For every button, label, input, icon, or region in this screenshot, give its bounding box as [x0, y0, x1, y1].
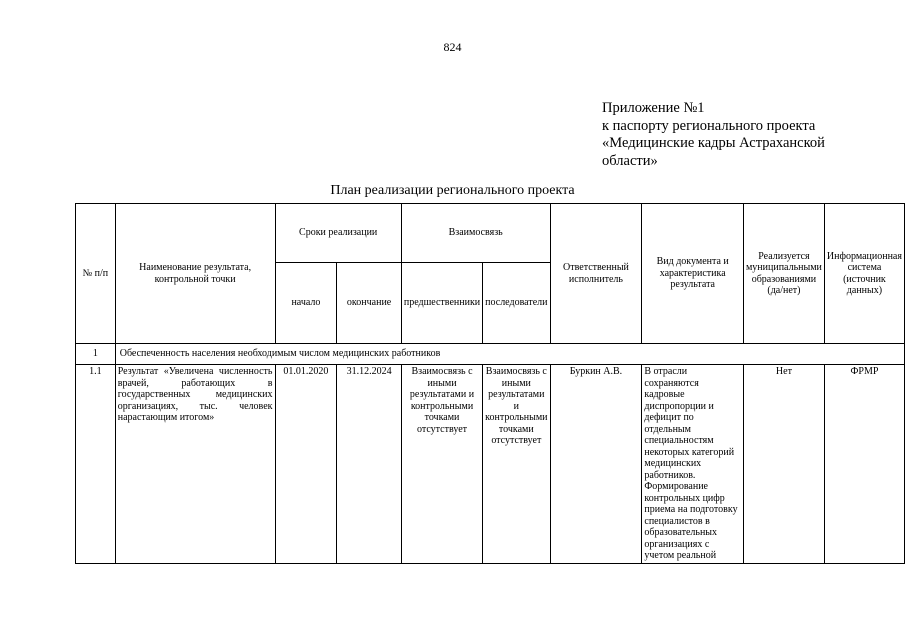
section-text: Обеспеченность населения необходимым числом медицинских работников — [115, 344, 904, 365]
header-successors: последователи — [483, 263, 550, 344]
table-row — [76, 365, 905, 564]
header-info-system: Информационная система (источник данных) — [824, 204, 904, 344]
header-terms: Сроки реализации — [275, 204, 401, 263]
section-num: 1 — [76, 344, 116, 365]
header-relation: Взаимосвязь — [401, 204, 550, 263]
row-successors: Взаимосвязь с иными результатами и контрольными точками отсутствует — [483, 365, 550, 564]
appendix-line: к паспорту регионального проекта — [602, 117, 816, 134]
row-end: 31.12.2024 — [337, 365, 402, 564]
header-predecessors: предшественники — [401, 263, 482, 344]
appendix-line: «Медицинские кадры Астраханской — [602, 135, 825, 151]
appendix-line: Приложение №1 — [602, 100, 705, 116]
row-info-system: ФРМР — [824, 365, 904, 564]
header-start: начало — [275, 263, 337, 344]
plan-title: План реализации регионального проекта — [330, 183, 575, 198]
plan-table — [75, 203, 905, 564]
page-number: 824 — [443, 40, 462, 54]
row-municipal: Нет — [743, 365, 824, 564]
header-name: Наименование результата, контрольной точки — [115, 204, 275, 344]
header-responsible: Ответственный исполнитель — [550, 204, 642, 344]
appendix-line: области» — [602, 152, 658, 169]
row-num: 1.1 — [76, 365, 116, 564]
section-row — [76, 344, 905, 365]
row-name: Результат «Увеличена численность врачей, работающих в государственных медицинских организациях, тыс. человек нарастающим итогом» — [115, 365, 275, 564]
row-doc-type: В отрасли сохраняются кадровые диспропорции и дефицит по отдельным специальностям некоторых категорий медицинских работников. Формирование контрольных цифр приема на подготовку специалистов в образовательных организациях с учетом реальной — [642, 365, 744, 564]
row-predecessors: Взаимосвязь с иными результатами и контрольными точками отсутствует — [401, 365, 482, 564]
header-num: № п/п — [76, 204, 116, 344]
appendix-caption — [602, 100, 892, 170]
row-start: 01.01.2020 — [275, 365, 337, 564]
header-doc-type: Вид документа и характеристика результата — [642, 204, 744, 344]
header-row — [76, 204, 905, 263]
row-responsible: Буркин А.В. — [550, 365, 642, 564]
header-municipal: Реализуется муниципальными образованиями (да/нет) — [743, 204, 824, 344]
header-end: окончание — [337, 263, 402, 344]
